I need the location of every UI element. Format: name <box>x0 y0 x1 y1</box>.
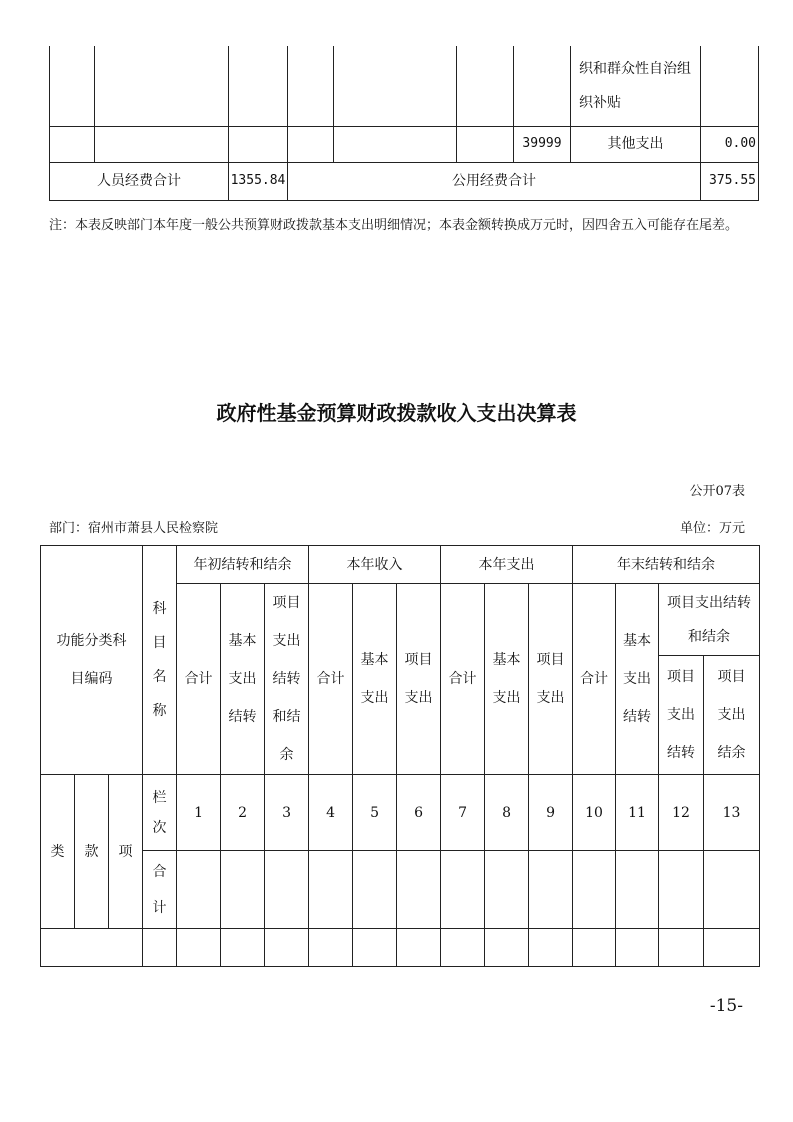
group-header: 本年支出 <box>441 546 573 584</box>
column-number-row <box>41 775 760 851</box>
col-label-cell <box>143 775 177 851</box>
page-title: 政府性基金预算财政拨款收入支出决算表 <box>216 401 577 425</box>
basic-carry-header <box>616 584 659 775</box>
col-num: 8 <box>485 775 529 851</box>
kuan-header: 款 <box>75 775 109 929</box>
table-row <box>50 126 759 162</box>
subject-name-cell: 其他支出 <box>571 126 701 162</box>
col-num: 12 <box>659 775 704 851</box>
table-row <box>50 46 759 126</box>
project-carry-balance-header <box>265 584 309 775</box>
func-code-header <box>41 546 143 775</box>
col-num: 2 <box>221 775 265 851</box>
col-num: 6 <box>397 775 441 851</box>
project-sub-header <box>659 584 760 656</box>
col-label: 栏次 <box>152 789 167 836</box>
total-header: 合计 <box>177 584 221 775</box>
basic-exp-header <box>353 584 397 775</box>
amount-cell: 0.00 <box>701 126 759 162</box>
fund-budget-table <box>40 545 760 967</box>
header-row <box>41 546 760 584</box>
project-carry-label: 项目支出结转 <box>667 669 696 762</box>
personnel-total-amount: 1355.84 <box>229 162 288 200</box>
unit-label: 单位：万元 <box>679 521 745 536</box>
table-note: 注：本表反映部门本年度一般公共预算财政拨款基本支出明细情况；本表金额转换成万元时，因四舍五入可能存在尾差。 <box>49 218 739 233</box>
personnel-total-label: 人员经费合计 <box>50 162 229 200</box>
basic-exp-label: 基本支出 <box>492 652 521 706</box>
project-exp-label: 项目支出 <box>536 652 565 706</box>
col-num: 1 <box>177 775 221 851</box>
basic-carry-header <box>221 584 265 775</box>
xiang-header: 项 <box>109 775 143 929</box>
expenditure-detail-table-continued <box>49 46 759 201</box>
func-code-label: 功能分类科目编码 <box>56 633 127 687</box>
col-num: 10 <box>573 775 616 851</box>
basic-carry-label: 基本支出结转 <box>228 633 257 725</box>
project-carry-balance-label: 项目支出结转和结余 <box>272 595 301 763</box>
page-number: -15- <box>709 996 743 1016</box>
basic-exp-header <box>485 584 529 775</box>
project-exp-header <box>529 584 573 775</box>
col-num: 11 <box>616 775 659 851</box>
project-balance-label: 项目支出结余 <box>717 669 746 762</box>
col-num: 9 <box>529 775 573 851</box>
public-total-label: 公用经费合计 <box>288 162 701 200</box>
department-label: 部门：宿州市萧县人民检察院 <box>49 521 219 536</box>
col-num: 13 <box>704 775 760 851</box>
col-num: 7 <box>441 775 485 851</box>
group-header: 年末结转和结余 <box>573 546 760 584</box>
basic-carry-label: 基本支出结转 <box>623 633 652 725</box>
project-exp-header <box>397 584 441 775</box>
form-code: 公开07表 <box>689 484 745 499</box>
public-total-amount: 375.55 <box>701 162 759 200</box>
total-label: 合计 <box>152 863 167 916</box>
total-row <box>41 851 760 929</box>
subject-name-header <box>143 546 177 775</box>
basic-exp-label: 基本支出 <box>360 652 389 706</box>
subject-name-cell: 织和群众性自治组织补贴 <box>571 46 701 126</box>
total-header: 合计 <box>309 584 353 775</box>
total-header: 合计 <box>441 584 485 775</box>
group-header: 年初结转和结余 <box>177 546 309 584</box>
subject-code-cell: 39999 <box>514 126 571 162</box>
col-num: 3 <box>265 775 309 851</box>
project-carry-header <box>659 656 704 775</box>
totals-row <box>50 162 759 200</box>
col-num: 5 <box>353 775 397 851</box>
group-header: 本年收入 <box>309 546 441 584</box>
table-row <box>41 929 760 967</box>
total-header: 合计 <box>573 584 616 775</box>
project-sub-header-label: 项目支出结转和结余 <box>667 594 752 645</box>
col-num: 4 <box>309 775 353 851</box>
lei-header: 类 <box>41 775 75 929</box>
project-exp-label: 项目支出 <box>404 652 433 706</box>
total-label-cell <box>143 851 177 929</box>
project-balance-header <box>704 656 760 775</box>
subject-name-label: 科目名称 <box>152 601 167 719</box>
